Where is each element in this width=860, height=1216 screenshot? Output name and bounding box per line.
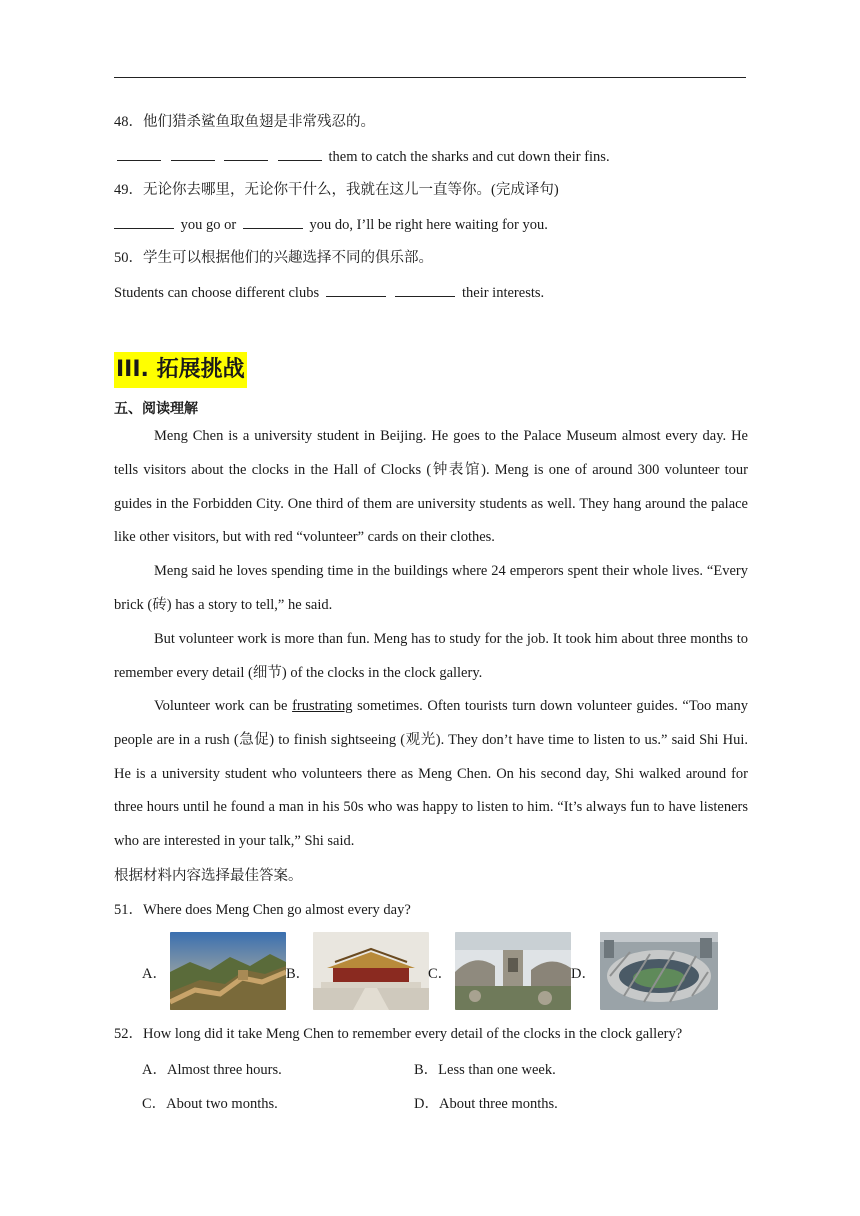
answer-blank[interactable] — [114, 214, 174, 229]
answer-blank[interactable] — [326, 282, 386, 297]
answer-blank[interactable] — [243, 214, 303, 229]
q48-prompt: 48．他们猎杀鲨鱼取鱼翅是非常残忍的。 — [114, 114, 375, 130]
p4-after: sometimes. Often tourists turn down volunteer guides. “Too many people are in a rush (急促) to finish sightseeing (观光). They don’t have time to listen to us.” said Shi Hui. He is a university student who volunteers there as Meng Chen. On his second day, Shi walked around for three hours until he found a man in his 50s who was happy to listen to him. “It’s always fun to have listeners who are interested in your talk,” Shi said. — [114, 698, 748, 850]
answer-blank[interactable] — [171, 146, 215, 161]
section-subtitle: 五、阅读理解 — [114, 401, 198, 417]
q52-question: 52．How long did it take Meng Chen to remember every detail of the clocks in the clock gallery? — [114, 1026, 683, 1042]
option-d-letter[interactable]: D． — [571, 966, 596, 982]
q49-part1: you go or — [180, 217, 237, 233]
q49-part2: you do, I’ll be right here waiting for you. — [309, 217, 548, 233]
great-wall-photo[interactable] — [170, 932, 286, 1010]
answer-blank[interactable] — [278, 146, 322, 161]
p4-before: Volunteer work can be — [154, 698, 293, 714]
option-c-letter[interactable]: C． — [428, 966, 453, 982]
answer-blank[interactable] — [395, 282, 455, 297]
passage-paragraph-1: Meng Chen is a university student in Beijing. He goes to the Palace Museum almost every day. He tells visitors about the clocks in the Hall of Clocks (钟表馆). Meng is one of around 300 volunteer tour guides in the Forbidden City. One third of them are university students as well. They hang around the palace like other visitors, but with red “volunteer” cards on their clothes. — [114, 428, 748, 546]
q50-part1: Students can choose different clubs — [114, 285, 320, 301]
birds-nest-stadium-photo[interactable] — [600, 932, 718, 1010]
option-a-letter[interactable]: A． — [142, 966, 167, 982]
q51-options — [114, 932, 746, 1012]
option-b-letter[interactable]: B． — [286, 966, 311, 982]
q50-part2: their interests. — [461, 285, 545, 301]
passage-paragraph-3: But volunteer work is more than fun. Meng has to study for the job. It took him about three months to remember every detail (细节) of the clocks in the clock gallery. — [114, 631, 748, 681]
ruins-photo[interactable] — [455, 932, 571, 1010]
q52-option-d[interactable]: D．About three months. — [414, 1096, 558, 1112]
section-title: III. 拓展挑战 — [114, 352, 247, 388]
q51-question: 51．Where does Meng Chen go almost every day? — [114, 902, 411, 918]
q52-option-b[interactable]: B．Less than one week. — [414, 1062, 556, 1078]
passage-paragraph-4 — [114, 690, 748, 859]
frustrating-underlined-word: frustrating — [292, 698, 353, 714]
q48-answer-tail: them to catch the sharks and cut down their fins. — [328, 149, 610, 165]
q49-prompt: 49．无论你去哪里，无论你干什么，我就在这儿一直等你。(完成译句) — [114, 182, 559, 198]
instruction: 根据材料内容选择最佳答案。 — [114, 868, 303, 884]
passage-paragraph-2: Meng said he loves spending time in the buildings where 24 emperors spent their whole lives. “Every brick (砖) has a story to tell,” he said. — [114, 563, 748, 613]
answer-blank[interactable] — [224, 146, 268, 161]
q52-option-c[interactable]: C．About two months. — [142, 1096, 278, 1112]
forbidden-city-photo[interactable] — [313, 932, 429, 1010]
q49-answer-line — [114, 214, 548, 235]
q52-option-a[interactable]: A．Almost three hours. — [142, 1062, 282, 1078]
q50-prompt: 50．学生可以根据他们的兴趣选择不同的俱乐部。 — [114, 250, 433, 266]
answer-blank[interactable] — [117, 146, 161, 161]
header-rule — [114, 77, 746, 78]
q48-answer-line — [114, 146, 610, 167]
q50-answer-line — [114, 282, 544, 303]
